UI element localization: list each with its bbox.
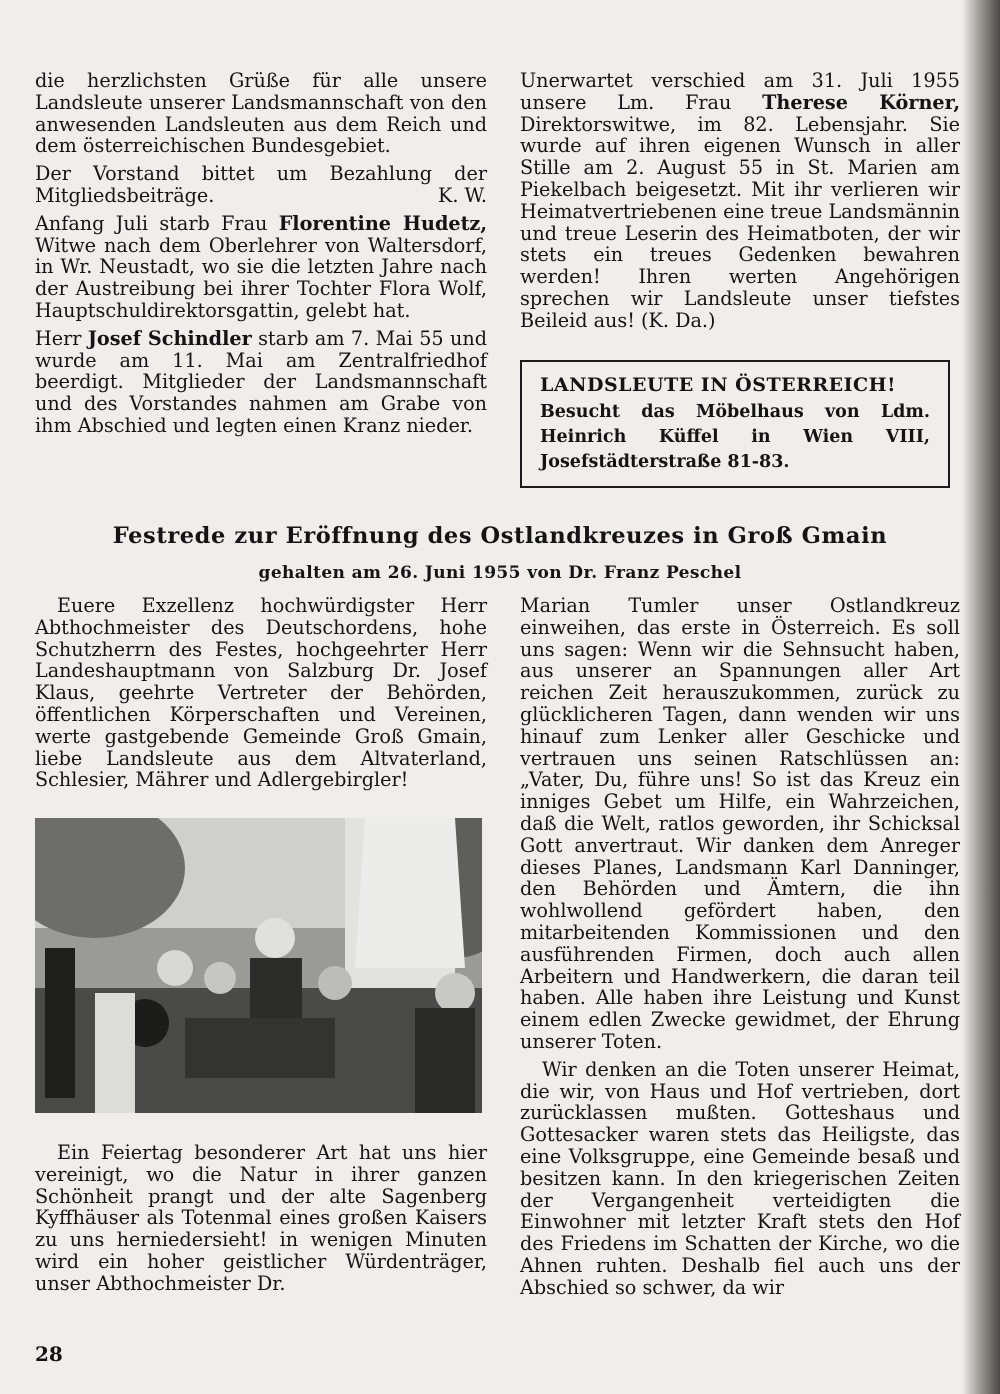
article-headline: Festrede zur Eröffnung des Ostlandkreuzes in Groß Gmain: [112, 523, 888, 549]
paragraph-greetings: die herzlichsten Grüße für alle unsere Landsleute unserer Landsmannschaft von den anwesenden Landsleuten aus dem Reich und dem österreichischen Bundesgebiet.: [35, 69, 487, 158]
speech-tumler: Marian Tumler unser Ostlandkreuz einweihen, das erste in Österreich. Es soll uns sagen: Wenn wir die Sehnsucht haben, aus unserer an Spannungen aller Art reichen Zeit herauszukommen, zurück zu glücklicheren Tagen, dann wenden wir uns hinauf zum Lenker aller Geschicke und vertrauen uns seinen Ratschlüssen an: „Vater, Du, führe uns! So ist das Kreuz ein inniges Gebet um Hilfe, ein Wahrzeichen, daß die Welt, ratlos geworden, ihr Schicksal Gott anvertraut. Wir danken dem Anreger dieses Planes, Landsmann Karl Danninger, den Behörden und Ämtern, die ihn wohlwollend gefördert haben, den mitarbeitenden Kommissionen und den ausführenden Firmen, doch auch allen Arbeitern und Handwerkern, die daran teil haben. Alle haben ihre Leistung und Kunst einem edlen Zwecke gewidmet, der Ehrung unserer Toten.: [520, 594, 960, 1053]
ad-title: LANDSLEUTE IN ÖSTERREICH!: [540, 374, 896, 396]
paragraph-hudetz: [35, 213, 487, 322]
speech-salutation: Euere Exzellenz hochwürdigster Herr Abthochmeister des Deutschordens, hohe Schutzherrn des Festes, hochgeehrter Herr Landeshauptmann von Salzburg Dr. Josef Klaus, geehrte Vertreter der Behörden, öffentlichen Körperschaften und Vereinen, werte gastgebende Gemeinde Groß Gmain, liebe Landsleute aus dem Altvaterland, Schlesier, Mährer und Adlergebirgler!: [35, 594, 487, 792]
column-bottom-right: [520, 595, 960, 1305]
koerner-intro: Unerwartet verschied am 31. Juli 1955 unsere Lm. Frau: [520, 69, 960, 114]
schindler-text: starb am 7. Mai 55 und wurde am 11. Mai am Zentralfriedhof beerdigt. Mitglieder der Landsmannschaft und des Vorstandes nahmen am Grabe von ihm Abschied und legten einen Kranz nieder.: [35, 326, 487, 437]
article-subheadline: gehalten am 26. Juni 1955 von Dr. Franz Peschel: [258, 563, 742, 583]
column-top-left: [35, 70, 487, 443]
page-edge-shadow: [962, 0, 1000, 1394]
hudetz-name: Florentine Hudetz,: [278, 211, 488, 235]
dues-signature: K. W.: [438, 183, 487, 207]
hudetz-intro: Anfang Juli starb Frau: [35, 211, 279, 235]
koerner-text: Direktorswitwe, im 82. Lebensjahr. Sie wurde auf ihren eigenen Wunsch in aller Stille am 2. August 55 in St. Marien am Piekelbach beigesetzt. Mit ihr verlieren wir Heimatvertriebenen eine treue Landsmännin und treue Leserin des Heimatboten, der wir stets ein treues Gedenken bewahren werden! Ihren werten Angehörigen sprechen wir Landsleute unser tiefstes Beileid aus! (K. Da.): [520, 112, 960, 332]
column-bottom-left-continued: [35, 1142, 487, 1301]
page-number: 28: [35, 1342, 63, 1366]
schindler-intro: Herr: [35, 326, 88, 350]
paragraph-koerner: [520, 70, 960, 332]
paragraph-dues: [35, 163, 487, 207]
ad-text: Besucht das Möbelhaus von Ldm. Heinrich Küffel in Wien VIII, Josefstädterstraße 81-83.: [540, 402, 930, 472]
speech-feiertag: Ein Feiertag besonderer Art hat uns hier vereinigt, wo die Natur in ihrer ganzen Schönheit prangt und der alte Sagenberg Kyffhäuser als Totenmal eines großen Kaisers zu uns herniedersieht! in wenigen Minuten wird ein hoher geistlicher Würdenträger, unser Abthochmeister Dr.: [35, 1141, 487, 1295]
koerner-name: Therese Körner,: [762, 90, 961, 114]
speech-toten: Wir denken an die Toten unserer Heimat, die wir, von Haus und Hof vertrieben, dort zurücklassen mußten. Gotteshaus und Gottesacker waren stets das Heiligste, das eine Volksgruppe, eine Gemeinde besaß und besitzen kann. In den kriegerischen Zeiten der Vergangenheit verteidigten die Einwohner mit letzter Kraft stets den Hof des Friedens im Schatten der Kirche, wo die Ahnen ruhten. Deshalb fiel auch uns der Abschied so schwer, da wir: [520, 1057, 960, 1299]
hudetz-text: Witwe nach dem Oberlehrer von Waltersdorf, in Wr. Neustadt, wo sie die letzten Jahre nach der Austreibung bei ihrer Tochter Flora Wolf, Hauptschuldirektorsgattin, gelebt hat.: [35, 233, 487, 322]
schindler-name: Josef Schindler: [87, 326, 252, 350]
ceremony-photo: [35, 818, 482, 1113]
dues-text: Der Vorstand bittet um Bezahlung der Mitgliedsbeiträge.: [35, 162, 487, 207]
column-top-right: [520, 70, 960, 338]
paragraph-schindler: [35, 328, 487, 437]
column-bottom-left: [35, 595, 487, 797]
advertisement-box: [520, 360, 950, 488]
ceremony-photo-illustration: [35, 818, 482, 1113]
